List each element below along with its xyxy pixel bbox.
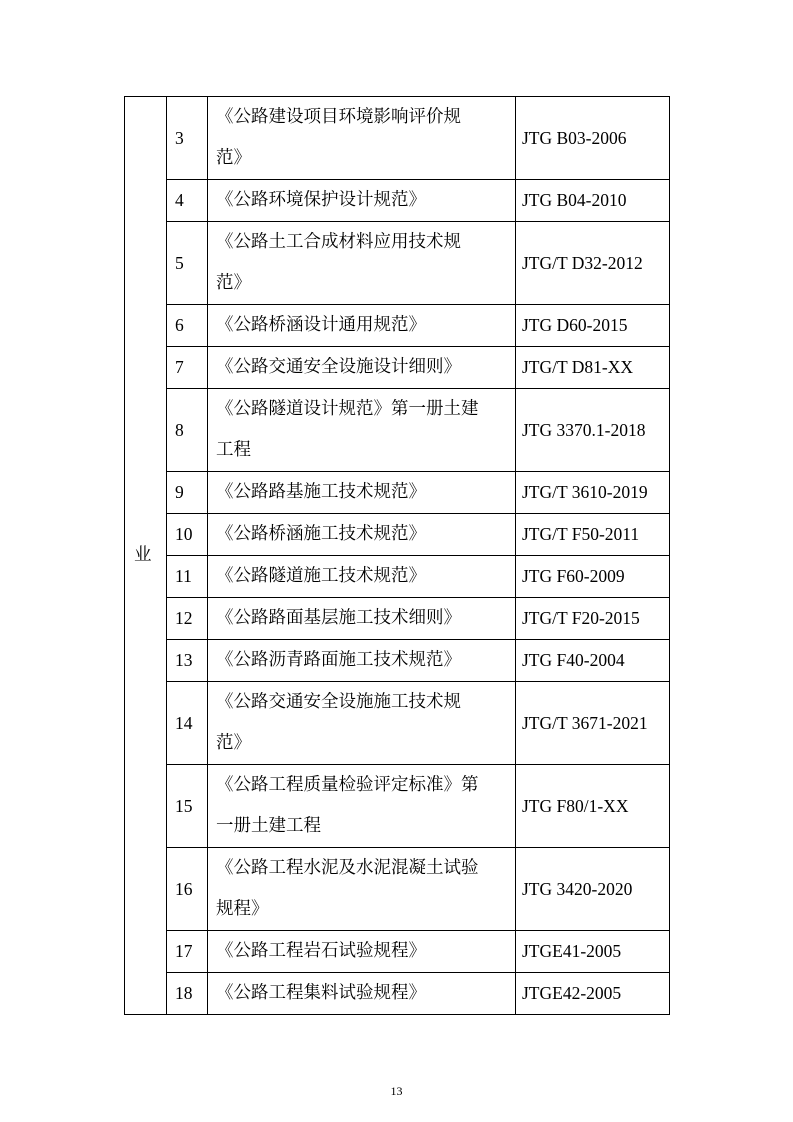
- table-row: [125, 640, 670, 682]
- standard-code: JTG B03-2006: [516, 97, 670, 180]
- standard-title: [208, 222, 516, 305]
- standard-title: [208, 931, 516, 973]
- standard-title: [208, 472, 516, 514]
- standard-title: [208, 389, 516, 472]
- standard-title: [208, 765, 516, 848]
- standard-title-line: 范》: [216, 733, 251, 753]
- table-row: [125, 931, 670, 973]
- table-row: [125, 389, 670, 472]
- standard-title: [208, 305, 516, 347]
- standard-title-line: 《公路桥涵设计通用规范》: [216, 315, 426, 335]
- standard-code: JTG/T D81-XX: [516, 347, 670, 389]
- standard-code: JTG B04-2010: [516, 180, 670, 222]
- standard-code: JTG/T 3671-2021: [516, 682, 670, 765]
- row-number: 9: [167, 472, 208, 514]
- standard-title-line: 《公路路面基层施工技术细则》: [216, 608, 461, 628]
- table-row: [125, 556, 670, 598]
- table-row: [125, 347, 670, 389]
- standard-code: JTG 3420-2020: [516, 848, 670, 931]
- row-number: 18: [167, 973, 208, 1015]
- table-row: [125, 848, 670, 931]
- row-number: 14: [167, 682, 208, 765]
- standard-code: JTG F60-2009: [516, 556, 670, 598]
- row-number: 6: [167, 305, 208, 347]
- standard-code: JTG/T F20-2015: [516, 598, 670, 640]
- standard-title-line: 《公路路基施工技术规范》: [216, 482, 426, 502]
- standard-title-line: 《公路交通安全设施施工技术规: [216, 692, 461, 712]
- standards-table-body: [125, 97, 670, 1015]
- standard-code: JTG/T 3610-2019: [516, 472, 670, 514]
- standard-title-line: 《公路建设项目环境影响评价规: [216, 107, 461, 127]
- standard-title-line: 《公路环境保护设计规范》: [216, 190, 426, 210]
- row-number: 11: [167, 556, 208, 598]
- standard-title-line: 一册土建工程: [216, 816, 321, 836]
- table-row: [125, 598, 670, 640]
- table-row: [125, 305, 670, 347]
- standard-title: [208, 347, 516, 389]
- standard-code: JTG D60-2015: [516, 305, 670, 347]
- standard-title: [208, 640, 516, 682]
- standard-title: [208, 97, 516, 180]
- row-number: 17: [167, 931, 208, 973]
- standard-title-line: 《公路工程质量检验评定标准》第: [216, 775, 479, 795]
- row-number: 16: [167, 848, 208, 931]
- table-row: [125, 472, 670, 514]
- table-row: [125, 222, 670, 305]
- standard-title: [208, 514, 516, 556]
- standard-title: [208, 180, 516, 222]
- standard-code: JTG F40-2004: [516, 640, 670, 682]
- standard-title: [208, 598, 516, 640]
- row-number: 13: [167, 640, 208, 682]
- standard-title-line: 《公路隧道设计规范》第一册土建: [216, 399, 479, 419]
- standard-title-line: 工程: [216, 440, 251, 460]
- row-number: 8: [167, 389, 208, 472]
- standard-title-line: 《公路土工合成材料应用技术规: [216, 232, 461, 252]
- standard-code: JTG F80/1-XX: [516, 765, 670, 848]
- table-row: [125, 765, 670, 848]
- standard-title: [208, 973, 516, 1015]
- standard-code: JTG/T D32-2012: [516, 222, 670, 305]
- category-cell: 业: [125, 97, 167, 1015]
- row-number: 10: [167, 514, 208, 556]
- standard-code: JTGE41-2005: [516, 931, 670, 973]
- row-number: 5: [167, 222, 208, 305]
- row-number: 4: [167, 180, 208, 222]
- standard-title-line: 《公路交通安全设施设计细则》: [216, 357, 461, 377]
- table-row: [125, 973, 670, 1015]
- table-row: [125, 180, 670, 222]
- standard-title-line: 范》: [216, 148, 251, 168]
- standard-title: [208, 556, 516, 598]
- standard-title-line: 规程》: [216, 899, 269, 919]
- standard-title-line: 《公路沥青路面施工技术规范》: [216, 650, 461, 670]
- table-row: [125, 682, 670, 765]
- table-row: [125, 97, 670, 180]
- standard-code: JTG/T F50-2011: [516, 514, 670, 556]
- standard-title: [208, 682, 516, 765]
- standard-title-line: 《公路工程水泥及水泥混凝土试验: [216, 858, 479, 878]
- row-number: 15: [167, 765, 208, 848]
- row-number: 7: [167, 347, 208, 389]
- standard-title-line: 范》: [216, 273, 251, 293]
- standard-title-line: 《公路工程岩石试验规程》: [216, 941, 426, 961]
- page-number: 13: [390, 1084, 403, 1098]
- standard-code: JTGE42-2005: [516, 973, 670, 1015]
- standard-title: [208, 848, 516, 931]
- table-row: [125, 514, 670, 556]
- standard-title-line: 《公路工程集料试验规程》: [216, 983, 426, 1003]
- standard-code: JTG 3370.1-2018: [516, 389, 670, 472]
- standard-title-line: 《公路桥涵施工技术规范》: [216, 524, 426, 544]
- standard-title-line: 《公路隧道施工技术规范》: [216, 566, 426, 586]
- row-number: 12: [167, 598, 208, 640]
- standards-table: [124, 96, 670, 1015]
- row-number: 3: [167, 97, 208, 180]
